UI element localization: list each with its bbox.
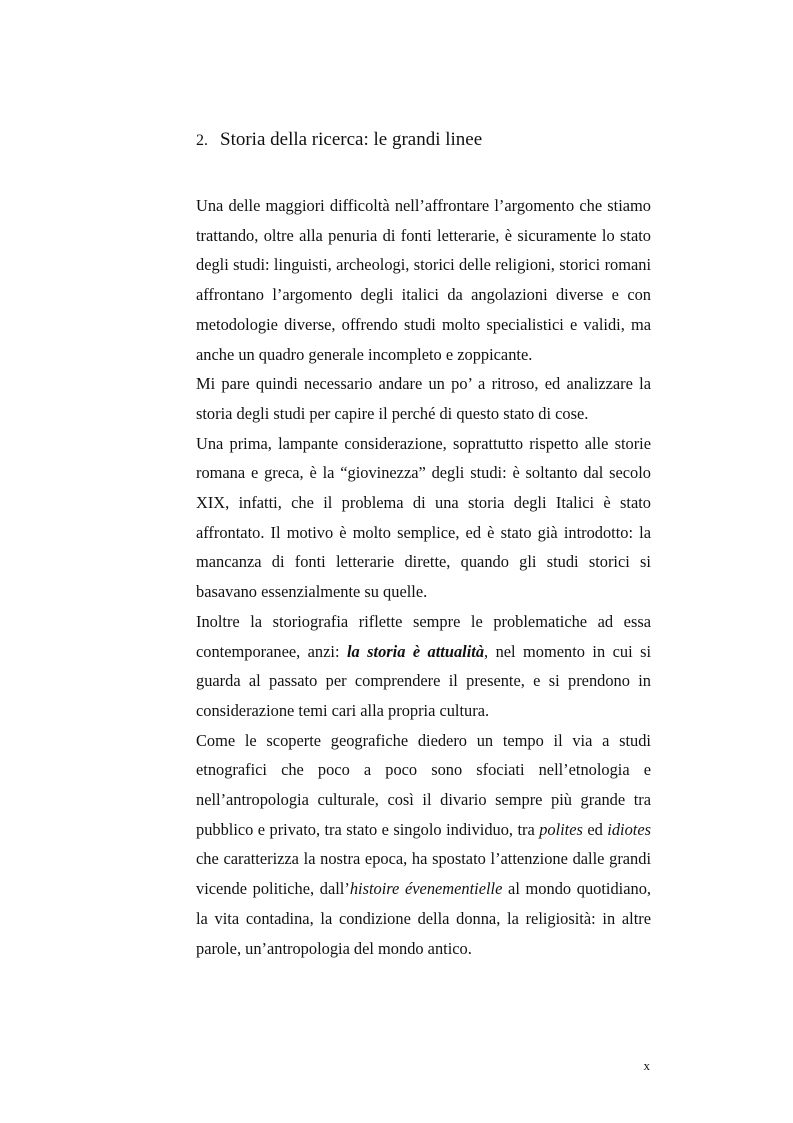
text-run: che caratterizza la nostra epoca, ha spostato l’attenzione dalle grandi vicende politiche, dall’	[196, 849, 651, 899]
text-run: Una delle maggiori difficoltà nell’affrontare l’argomento che stiamo trattando, oltre alla penuria di fonti letterarie, è sicuramente lo stato degli studi: linguisti, archeologi, storici delle religioni, storici romani affrontano l’argomento degli italici da angolazioni diverse e con metodologie diverse, offrendo studi molto specialistici e validi, ma anche un quadro generale incompleto e zoppicante.	[196, 196, 651, 364]
page-number: x	[643, 1058, 650, 1073]
paragraph	[196, 369, 651, 428]
emphasis-italic: histoire évenementielle	[349, 879, 503, 899]
text-run: ed	[582, 819, 608, 839]
text-run: , nel momento in cui si guarda al passato per comprendere il presente, e si prendono in considerazione temi cari alla propria cultura.	[196, 641, 652, 720]
body-text	[196, 191, 651, 963]
emphasis-italic: polites	[539, 819, 583, 839]
section-title: Storia della ricerca: le grandi linee	[220, 129, 483, 150]
paragraph	[196, 726, 651, 964]
paragraph	[196, 607, 651, 726]
section-number: 2.	[196, 132, 208, 149]
paragraph	[196, 429, 651, 607]
emphasis-italic: idiotes	[607, 819, 651, 839]
text-run: Come le scoperte geografiche diedero un tempo il via a studi etnografici che poco a poco sono sfociati nell’etnologia e nell’antropologia culturale, così il divario sempre più grande tra pubblico e privato, tra stato e singolo individuo, tra	[196, 730, 651, 839]
section-heading	[196, 126, 656, 155]
text-run: Mi pare quindi necessario andare un po’ a ritroso, ed analizzare la storia degli studi per capire il perché di questo stato di cose.	[196, 374, 651, 423]
text-run: Una prima, lampante considerazione, soprattutto rispetto alle storie romana e greca, è la “giovinezza” degli studi: è soltanto dal secolo XIX, infatti, che il problema di una storia degli Italici è stato affrontato. Il motivo è molto semplice, ed è stato già introdotto: la mancanza di fonti letterarie dirette, quando gli studi storici si basavano essenzialmente su quelle.	[196, 433, 651, 602]
paragraph	[196, 191, 651, 369]
text-run: al mondo quotidiano, la vita contadina, la condizione della donna, la religiosità: in altre parole, un’antropologia del mondo antico.	[196, 879, 651, 958]
text-run: Inoltre la storiografia riflette sempre le problematiche ad essa contemporanee, anzi:	[196, 611, 651, 661]
emphasis-bold-italic: la storia è attualità	[346, 641, 485, 661]
